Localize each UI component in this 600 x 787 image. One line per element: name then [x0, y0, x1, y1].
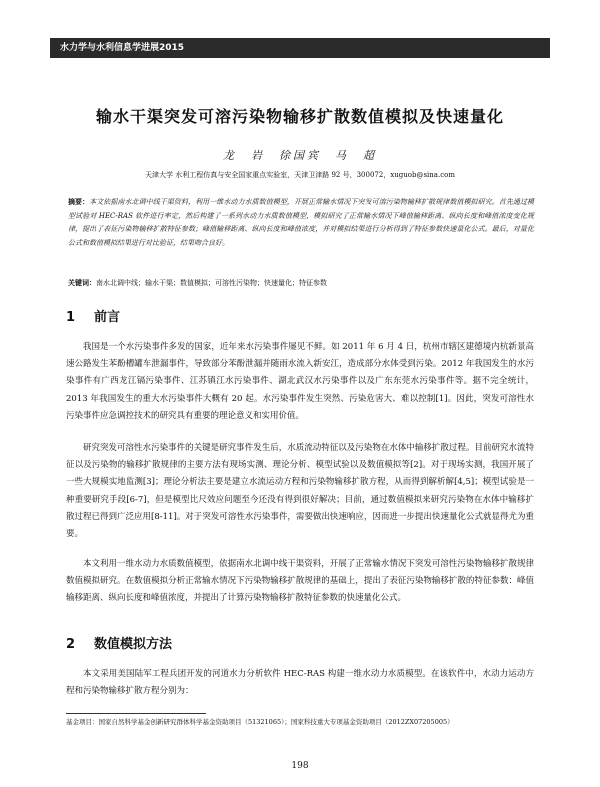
section-title-text: 数值模拟方法 [94, 637, 173, 652]
author-list: 龙 岩 徐国宾 马 超 [223, 149, 377, 162]
section-heading-intro [66, 306, 120, 325]
section-number: 2 [66, 637, 76, 652]
paragraph-2: 研究突发可溶性水污染事件的关键是研究事件发生后，水质流动特征以及污染物在水体中输移扩散过程。目前研究水流特征以及污染物的输移扩散规律的主要方法有现场实测、理论分析、模型试验以及数值模拟等[2]。对于现场实测，我国开展了一些大规模实地监测[3]；理论分析法主要是建立水流运动方程和污染物输移扩散方程，从而得到解析解[4,5]；模型试验是一种重要研究手段[6-7]，但是模型比尺效应问题至今还没有得到很好解决；目前，通过数值模拟来研究污染物在水体中输移扩散过程已得到广泛应用[8-11]。对于突发可溶性水污染事件，需要做出快速响应，因而进一步提出快速量化公式就显得尤为重要。 [66, 443, 534, 540]
keywords [68, 276, 534, 290]
paper-title: 输水干渠突发可溶污染物输移扩散数值模拟及快速量化 [95, 107, 504, 126]
section-number: 1 [66, 310, 76, 325]
keywords-label: 关键词： [68, 278, 96, 287]
section-title-text: 前言 [94, 310, 121, 325]
page-number: 198 [291, 761, 309, 771]
paragraph-4: 本文采用美国陆军工程兵团开发的河道水力分析软件 HEC-RAS 构建一维水动力水质模型。在该软件中，水动力运动方程和污染物输移扩散方程分别为： [66, 669, 534, 697]
journal-header: 水力学与水利信息学进展2015 [50, 38, 550, 58]
abstract-text: 本文依据南水北调中线干渠资料，利用一维水动力水质数值模型，开展正常输水情况下突发可溶污染物输移扩散规律数值模拟研究。首先通过模型试验对 HEC-RAS 软件进行率定，然后构建了一系列水动力水质数值模型，模拟研究了正常输水情况下峰值输移距离、纵向长度和峰值浓度变化规律，提出了表征污染物输移扩散特征参数；峰值输移距离、纵向长度和峰值浓度，并对模拟结果进行分析得到了特征参数快速量化公式。最后，对量化公式和数值模拟结果进行对比验证，结果吻合良好。 [68, 198, 535, 247]
section-heading-method [66, 633, 172, 652]
funding-footnote: 基金项目：国家自然科学基金创新研究群体科学基金资助项目（51321065）；国家科技重大专项基金资助项目（2012ZX07205005） [66, 718, 454, 726]
paragraph-1: 我国是一个水污染事件多发的国家，近年来水污染事件屡见不鲜。如 2011 年 6 月 4 日，杭州市辖区建德境内杭新景高速公路发生苯酚槽罐车泄漏事件，导致部分苯酚泄漏并随雨水流入新安江，造成部分水体受到污染。2012 年我国发生的水污染事件有广西龙江镉污染事件、江苏镇江水污染事件、湖北武汉水污染事件以及广东东莞水污染事件等。据不完全统计，2013 年我国发生的重大水污染事件大概有 20 起。水污染事件发生突然、污染危害大、难以控制[1]。因此，突发可溶性水污染事件应急调控技术的研究具有重要的理论意义和实用价值。 [66, 342, 534, 421]
affiliation: 天津大学 水利工程仿真与安全国家重点实验室，天津卫津路 92 号，300072，xuguob@sina.com [145, 171, 455, 179]
abstract-label: 摘要： [68, 197, 90, 206]
abstract [68, 195, 534, 250]
paragraph-3: 本文利用一维水动力水质数值模型，依据南水北调中线干渠资料，开展了正常输水情况下突发可溶性污染物输移扩散规律数值模拟研究。在数值模拟分析正常输水情况下污染物输移扩散规律的基础上，提出了表征污染物输移扩散的特征参数：峰值输移距离、纵向长度和峰值浓度，并提出了计算污染物输移扩散特征参数的快速量化公式。 [66, 559, 534, 604]
keywords-text: 南水北调中线；输水干渠；数值模拟；可溶性污染物；快速量化；特征参数 [96, 279, 327, 287]
footnote-divider [66, 713, 206, 714]
